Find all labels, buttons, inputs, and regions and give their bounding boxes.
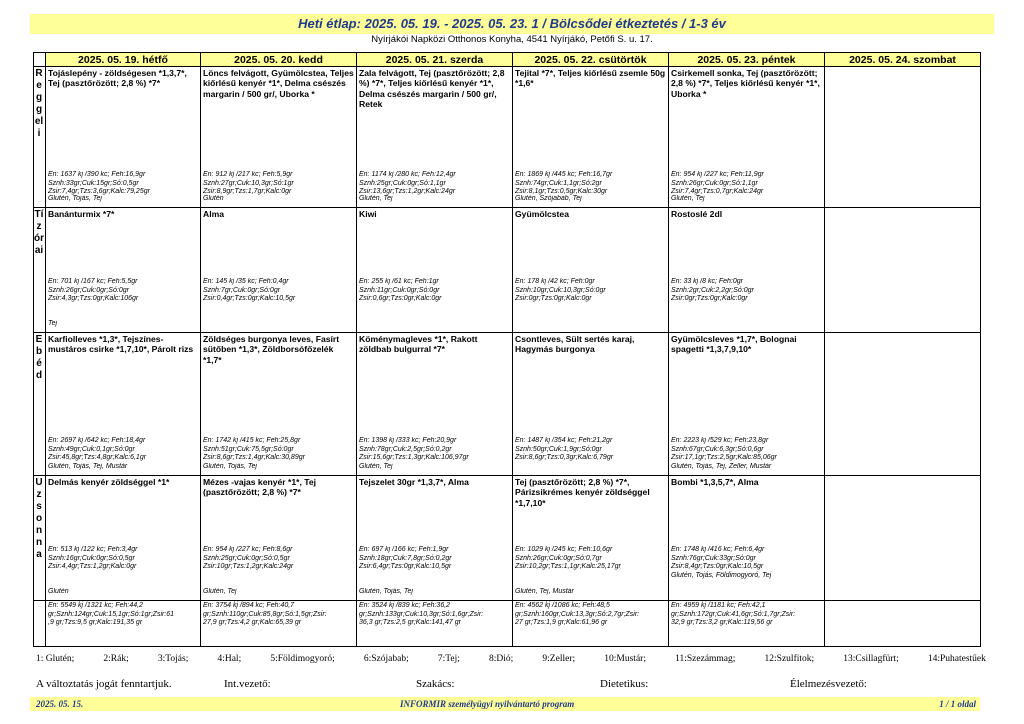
nutrition-line: En: 701 kj /167 kc; Feh:5,5gr: [48, 278, 138, 285]
legend-item: 4:Hal;: [217, 654, 242, 664]
menu-cell: [357, 476, 513, 601]
legend-item: 11:Szezámmag;: [675, 654, 736, 664]
daily-total-line: En: 4562 kj /1086 kc; Feh:48,5: [515, 602, 610, 609]
menu-cell: [201, 67, 357, 208]
meal-row: [34, 333, 981, 476]
menu-title: Heti étlap: 2025. 05. 19. - 2025. 05. 23. 1 / Bölcsődei étkeztetés / 1-3 év: [30, 14, 994, 34]
nutrition-line: Sznh:26gr;Cuk:0gr;Só:0,7gr: [515, 554, 602, 562]
nutrition-info: [203, 546, 355, 572]
nutrition-line: En: 1174 kj /280 kc; Feh:12,4gr: [359, 171, 456, 178]
nutrition-line: En: 1029 kj /245 kc; Feh:10,6gr: [515, 546, 613, 553]
nutrition-line: En: 1487 kj /354 kc; Feh:21,2gr: [515, 437, 613, 444]
nutrition-line: Sznh:11gr;Cuk:0gr;Só:0gr: [359, 286, 440, 294]
document-footer-bar: [30, 697, 980, 711]
nutrition-line: Sznh:25gr;Cuk:0gr;Só:1,1gr: [359, 179, 446, 187]
nutrition-line: En: 1869 kj /445 kc; Feh:16,7gr: [515, 171, 613, 178]
nutrition-line: Zsir:7,4gr;Tzs:0,7gr;Kalc:24gr: [671, 188, 764, 196]
daily-total-line: gr;Sznh:110gr;Cuk:85,8gr;Só:1,5gr;Zsir:: [203, 610, 327, 618]
allergen-list: Glutén, Tojás, Tej, Zeller, Mustár: [671, 463, 772, 471]
nutrition-line: Sznh:2gr;Cuk:2,2gr;Só:0gr: [671, 286, 754, 294]
dish-name: Karfiolleves *1,3*, Tejszínes-mustáros csirke *1,7,10*, Párolt rizs: [48, 334, 194, 355]
menu-cell: [825, 208, 981, 333]
meal-label-cell: [34, 333, 46, 476]
menu-cell: [46, 333, 201, 476]
nutrition-line: Zsir:8,6gr;Tzs:0,3gr;Kalc:6,79gr: [515, 454, 614, 462]
nutrition-line: En: 1742 kj /415 kc; Feh:25,8gr: [203, 437, 301, 444]
allergen-list: Glutén, Tojás, Tej: [359, 588, 413, 596]
menu-cell: [201, 208, 357, 333]
menu-cell: [513, 208, 669, 333]
nutrition-line: Zsir:0,6gr;Tzs:0gr;Kalc:0gr: [359, 295, 442, 303]
meal-label: Ebéd: [35, 334, 43, 381]
allergen-legend: [36, 654, 986, 666]
nutrition-line: En: 255 kj /61 kc; Feh:1gr: [359, 278, 439, 285]
legend-item: 14:Puhatestűek: [927, 654, 986, 664]
day-header-row: [34, 53, 981, 67]
nutrition-info: [359, 437, 511, 463]
nutrition-info: [515, 546, 667, 572]
daily-total-cell: [825, 601, 981, 647]
nutrition-line: Sznh:51gr;Cuk:75,5gr;Só:0gr: [203, 445, 294, 453]
meal-label: Tízórai: [34, 209, 44, 256]
dish-name: Mézes -vajas kenyér *1*, Tej (pasztőrözött; 2,8 %) *7*: [203, 477, 317, 498]
allergen-list: Glutén, Tej: [203, 588, 237, 596]
nutrition-line: En: 513 kj /122 kc; Feh:3,4gr: [48, 546, 138, 553]
day-header: 2025. 05. 22. csütörtök: [513, 53, 669, 67]
food-manager-signature-label: Élelmezésvezető:: [790, 678, 867, 690]
menu-cell: [669, 476, 825, 601]
dish-name: Köménymagleves *1*, Rakott zöldbab bulgurral *7*: [359, 334, 478, 355]
nutrition-line: En: 178 kj /42 kc; Feh:0gr: [515, 278, 595, 285]
program-name: INFORMIR személyügyi nyilvántartó program: [400, 699, 575, 709]
nutrition-line: Sznh:76gr;Cuk:33gr;Só:0gr: [671, 554, 756, 562]
legend-item: 10:Mustár;: [604, 654, 646, 664]
nutrition-line: Sznh:7gr;Cuk:0gr;Só:0gr: [203, 286, 281, 294]
nutrition-info: [48, 546, 199, 572]
nutrition-line: Glutén, Tojás, Földimogyoró, Tej: [671, 571, 772, 579]
menu-cell: [357, 67, 513, 208]
nutrition-info: [48, 278, 199, 304]
nutrition-line: Zsir:8,4gr;Tzs:0gr;Kalc:10,5gr: [671, 563, 764, 571]
daily-total-cell: [669, 601, 825, 647]
menu-cell: [825, 67, 981, 208]
nutrition-line: En: 2223 kj /529 kc; Feh:23,8gr: [671, 437, 769, 444]
nutrition-info: [203, 171, 355, 197]
legend-item: 7:Tej;: [437, 654, 460, 664]
allergen-list: Tej: [48, 320, 58, 328]
nutrition-info: [515, 437, 667, 463]
dish-name: Kiwi: [359, 209, 377, 219]
nutrition-line: Sznh:18gr;Cuk:7,8gr;Só:0,2gr: [359, 554, 452, 562]
nutrition-line: Sznh:74gr;Cuk:1,1gr;Só:2gr: [515, 179, 602, 187]
legend-item: 2:Rák;: [103, 654, 129, 664]
nutrition-line: Zsir:6,4gr;Tzs:0gr;Kalc:10,5gr: [359, 563, 452, 571]
menu-cell: [46, 208, 201, 333]
nutrition-line: Zsir:10,2gr;Tzs:1,1gr;Kalc:25,17gr: [515, 563, 621, 571]
menu-cell: [357, 333, 513, 476]
dish-name: Löncs felvágott, Gyümölcstea, Teljes kiőrlésű kenyér *1*, Delma csészés margarin / 500 gr/, Uborka *: [203, 68, 354, 99]
daily-total-cell: [513, 601, 669, 647]
legend-item: 12:Szulfitok;: [764, 654, 815, 664]
nutrition-line: Sznh:33gr;Cuk:15gr;Só:0,5gr: [48, 179, 139, 187]
nutrition-line: En: 697 kj /166 kc; Feh:1,9gr: [359, 546, 449, 553]
daily-total-line: ,9 gr;Tzs:9,5 gr;Kalc:191,35 gr: [48, 619, 143, 627]
nutrition-line: Sznh:49gr;Cuk:0,1gr;Só:0gr: [48, 445, 135, 453]
day-header: 2025. 05. 19. hétfő: [46, 53, 201, 67]
nutrition-info: [203, 437, 355, 463]
daily-total-line: 32,9 gr;Tzs:3,2 gr;Kalc:119,56 gr: [671, 619, 773, 627]
nutrition-line: En: 954 kj /227 kc; Feh:11,9gr: [671, 171, 764, 178]
nutrition-info: [48, 171, 199, 197]
nutrition-line: Sznh:67gr;Cuk:6,3gr;Só:0,6gr: [671, 445, 764, 453]
nutrition-line: Sznh:50gr;Cuk:1,9gr;Só:0gr: [515, 445, 602, 453]
nutrition-line: Zsir:8,1gr;Tzs:0,5gr;Kalc:30gr: [515, 188, 608, 196]
dish-name: Tejital *7*, Teljes kiőrlésű zsemle 50g *1,6*: [515, 68, 666, 89]
nutrition-line: Zsir:0gr;Tzs:0gr;Kalc:0gr: [515, 295, 592, 303]
legend-item: 8:Dió;: [489, 654, 514, 664]
dietitian-signature-label: Dietetikus:: [600, 678, 649, 690]
nutrition-line: En: 1748 kj /416 kc; Feh:6,4gr: [671, 546, 765, 553]
day-header: 2025. 05. 20. kedd: [201, 53, 357, 67]
nutrition-line: Sznh:25gr;Cuk:0gr;Só:0,5gr: [203, 554, 290, 562]
dish-name: Zöldséges burgonya leves, Fasírt sütőben *1,3*, Zöldborsófőzelék *1,7*: [203, 334, 340, 365]
cook-signature-label: Szakács:: [416, 678, 455, 690]
daily-total-line: gr;Sznh:124gr;Cuk:15,1gr;Só:1gr;Zsir:61: [48, 610, 175, 618]
daily-total-line: 36,3 gr;Tzs:2,5 gr;Kalc:141,47 gr: [359, 619, 461, 627]
nutrition-info: [671, 278, 823, 304]
menu-cell: [357, 208, 513, 333]
daily-total-cell: [46, 601, 201, 647]
meal-label: Uzsonna: [35, 477, 43, 560]
print-date: 2025. 05. 15.: [36, 699, 84, 709]
nutrition-line: En: 2697 kj /642 kc; Feh:18,4gr: [48, 437, 146, 444]
dish-name: Banánturmix *7*: [48, 209, 115, 219]
allergen-list: Glutén, Tojás, Tej: [48, 195, 102, 203]
dish-name: Csirkemell sonka, Tej (pasztőrözött; 2,8 %) *7*, Teljes kiőrlésű kenyér *1*, Uborka *: [671, 68, 820, 99]
corner-cell: [34, 53, 46, 67]
menu-cell: [46, 67, 201, 208]
meal-label-cell: [34, 208, 46, 333]
menu-cell: [669, 333, 825, 476]
nutrition-info: [515, 171, 667, 197]
nutrition-info: [359, 171, 511, 197]
nutrition-info: [203, 278, 355, 304]
legend-item: 13:Csillagfürt;: [843, 654, 899, 664]
menu-cell: [513, 333, 669, 476]
daily-total-line: En: 4959 kj /1181 kc; Feh:42,1: [671, 602, 766, 609]
daily-total-line: gr;Sznh:160gr;Cuk:13,3gr;Só:2,7gr;Zsir:: [515, 610, 640, 618]
dish-name: Gyümölcstea: [515, 209, 569, 219]
allergen-list: Glutén, Tojás, Tej: [203, 463, 257, 471]
menu-cell: [825, 476, 981, 601]
daily-total-line: 27,9 gr;Tzs:4,2 gr;Kalc:65,39 gr: [203, 619, 302, 627]
nutrition-info: [671, 171, 823, 197]
dish-name: Tojáslepény - zöldségesen *1,3,7*, Tej (pasztőrözött; 2,8 %) *7*: [48, 68, 187, 89]
nutrition-line: Sznh:26gr;Cuk:0gr;Só:0gr: [48, 286, 129, 294]
allergen-list: Glutén, Tej: [359, 195, 393, 203]
legend-item: 3:Tojás;: [157, 654, 189, 664]
dish-name: Alma: [203, 209, 225, 219]
day-header: 2025. 05. 24. szombat: [825, 53, 981, 67]
nutrition-line: Zsir:0,4gr;Tzs:0gr;Kalc:10,5gr: [203, 295, 296, 303]
nutrition-line: En: 33 kj /8 kc; Feh:0gr: [671, 278, 743, 285]
nutrition-line: Sznh:16gr;Cuk:0gr;Só:0,5gr: [48, 554, 135, 562]
legend-item: 1: Glutén;: [36, 654, 75, 664]
nutrition-line: En: 1398 kj /333 kc; Feh:20,9gr: [359, 437, 457, 444]
dish-name: Tej (pasztőrözött; 2,8 %) *7*, Párizsikrémes kenyér zöldséggel *1,7,10*: [515, 477, 650, 508]
dish-name: Delmás kenyér zöldséggel *1*: [48, 477, 170, 487]
meal-row: [34, 67, 981, 208]
nutrition-info: [671, 437, 823, 463]
day-header: 2025. 05. 23. péntek: [669, 53, 825, 67]
nutrition-line: Zsir:8,6gr;Tzs:1,4gr;Kalc:30,89gr: [203, 454, 305, 462]
allergen-list: Glutén, Tej: [671, 195, 705, 203]
allergen-list: Glutén, Tej, Mustár: [515, 588, 574, 596]
daily-total-line: gr;Sznh:133gr;Cuk:10,3gr;Só:1,6gr;Zsir:: [359, 610, 484, 618]
nutrition-line: Zsir:15,6gr;Tzs:1,3gr;Kalc:106,97gr: [359, 454, 469, 462]
meal-row: [34, 476, 981, 601]
daily-total-row: [34, 601, 981, 647]
nutrition-info: [359, 278, 511, 304]
daily-total-cell: [201, 601, 357, 647]
nutrition-info: [671, 546, 823, 580]
nutrition-line: Zsir:10gr;Tzs:1,2gr;Kalc:24gr: [203, 563, 294, 571]
nutrition-info: [515, 278, 667, 304]
menu-cell: [513, 67, 669, 208]
dish-name: Zala felvágott, Tej (pasztőrözött; 2,8 %) *7*, Teljes kiőrlésű kenyér *1*, Delma csészés margarin / 500 gr/, Retek: [359, 68, 505, 109]
nutrition-line: Zsir:7,4gr;Tzs:3,6gr;Kalc:79,25gr: [48, 188, 150, 196]
allergen-list: Glutén, Tojás, Tej, Mustár: [48, 463, 128, 471]
dish-name: Tejszelet 30gr *1,3,7*, Alma: [359, 477, 469, 487]
allergen-list: Glutén, Szójabab, Tej: [515, 195, 582, 203]
nutrition-line: En: 145 kj /35 kc; Feh:0,4gr: [203, 278, 289, 285]
manager-signature-label: Int.vezető:: [224, 678, 271, 690]
nutrition-line: Zsir:4,3gr;Tzs:0gr;Kalc:106gr: [48, 295, 139, 303]
menu-cell: [513, 476, 669, 601]
nutrition-line: Zsir:45,8gr;Tzs:4,8gr;Kalc:6,1gr: [48, 454, 147, 462]
nutrition-line: En: 1637 kj /390 kc; Feh:16,9gr: [48, 171, 146, 178]
nutrition-line: En: 954 kj /227 kc; Feh:8,6gr: [203, 546, 293, 553]
nutrition-line: Sznh:26gr;Cuk:0gr;Só:1,1gr: [671, 179, 758, 187]
nutrition-line: En: 912 kj /217 kc; Feh:5,9gr: [203, 171, 293, 178]
nutrition-line: Zsir:17,1gr;Tzs:2,5gr;Kalc:85,06gr: [671, 454, 777, 462]
nutrition-line: Zsir:4,4gr;Tzs:1,2gr;Kalc:0gr: [48, 563, 137, 571]
day-header: 2025. 05. 21. szerda: [357, 53, 513, 67]
menu-cell: [669, 67, 825, 208]
allergen-list: Glutén: [203, 195, 224, 203]
rights-note: A változtatás jogát fenntartjuk.: [36, 678, 172, 690]
allergen-list: Glutén, Tej: [359, 463, 393, 471]
meal-label-cell: [34, 476, 46, 601]
meal-label: Reggeli: [34, 68, 44, 139]
legend-item: 6:Szójabab;: [363, 654, 409, 664]
meal-label-cell: [34, 67, 46, 208]
nutrition-line: Sznh:78gr;Cuk:2,5gr;Só:0,2gr: [359, 445, 452, 453]
nutrition-line: Sznh:10gr;Cuk:10,3gr;Só:0gr: [515, 286, 606, 294]
allergen-list: Glutén: [48, 588, 69, 596]
dish-name: Gyümölcsleves *1,7*, Bolognai spagetti *1,3,7,9,10*: [671, 334, 797, 355]
menu-cell: [825, 333, 981, 476]
daily-total-line: En: 3524 kj /839 kc; Feh:36,2: [359, 602, 451, 609]
daily-total-line: 27 gr;Tzs:1,9 gr;Kalc:61,96 gr: [515, 619, 608, 627]
nutrition-line: Zsir:0gr;Tzs:0gr;Kalc:0gr: [671, 295, 748, 303]
meal-row: [34, 208, 981, 333]
daily-total-line: En: 3754 kj /894 kc; Feh:40,7: [203, 602, 295, 609]
daily-total-line: En: 5549 kj /1321 kc; Feh:44,2: [48, 602, 143, 609]
total-label-cell: [34, 601, 46, 647]
kitchen-address: Nyírjákói Napközi Otthonos Konyha, 4541 Nyírjákó, Petőfi S. u. 17.: [371, 34, 653, 45]
nutrition-info: [359, 546, 511, 572]
legend-item: 9:Zeller;: [542, 654, 576, 664]
menu-cell: [201, 333, 357, 476]
nutrition-line: Zsir:13,6gr;Tzs:1,2gr;Kalc:24gr: [359, 188, 456, 196]
dish-name: Csontleves, Sült sertés karaj, Hagymás burgonya: [515, 334, 635, 355]
menu-cell: [669, 208, 825, 333]
menu-cell: [46, 476, 201, 601]
weekly-menu-table: [33, 52, 981, 647]
daily-total-line: gr;Sznh:172gr;Cuk:41,6gr;Só:1,7gr;Zsir:: [671, 610, 796, 618]
nutrition-line: Zsir:8,9gr;Tzs:1,7gr;Kalc:0gr: [203, 188, 292, 196]
nutrition-info: [48, 437, 199, 463]
nutrition-line: Sznh:27gr;Cuk:10,3gr;Só:1gr: [203, 179, 294, 187]
dish-name: Rostoslé 2dl: [671, 209, 723, 219]
dish-name: Bombi *1,3,5,7*, Alma: [671, 477, 759, 487]
menu-cell: [201, 476, 357, 601]
page-number: 1 / 1 oldal: [939, 699, 976, 709]
legend-item: 5:Földimogyoró;: [270, 654, 335, 664]
daily-total-cell: [357, 601, 513, 647]
